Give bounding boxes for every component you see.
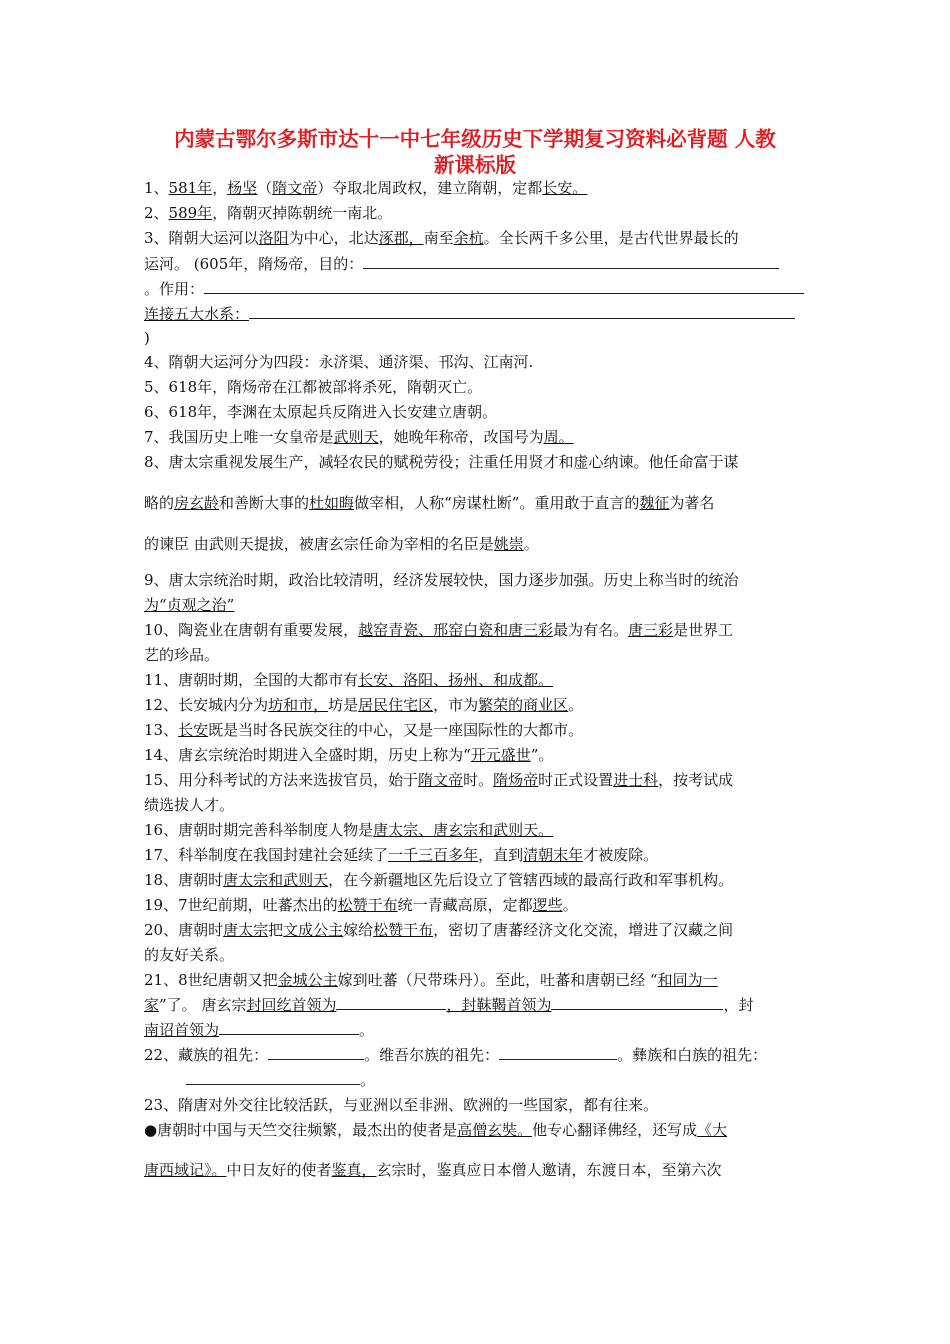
item-9-line2: 为“贞观之治” bbox=[144, 596, 235, 614]
item-10-line2: 艺的珍品。 bbox=[144, 646, 220, 664]
item-7: 7、我国历史上唯一女皇帝是武则天，她晚年称帝，改国号为周。 bbox=[144, 428, 574, 446]
item-22-line2: 。 bbox=[186, 1070, 856, 1090]
item-3-effect: 。作用： bbox=[144, 279, 814, 299]
item-20: 20、唐朝时唐太宗把文成公主嫁给松赞干布，密切了唐蕃经济文化交流，增进了汉藏之间 bbox=[144, 921, 734, 939]
item-4: 4、隋朝大运河分为四段：永济渠、通济渠、邗沟、江南河. bbox=[144, 353, 534, 371]
purpose-blank bbox=[363, 254, 779, 269]
item-3: 3、隋朝大运河以洛阳为中心，北达涿郡，南至余杭。全长两千多公里，是古代世界最长的 bbox=[144, 229, 739, 247]
item-21-line2: 家”了。 唐玄宗封回纥首领为 ，封靺鞨首领为 ，封 bbox=[144, 996, 754, 1014]
effect-blank bbox=[204, 279, 804, 294]
item-11: 11、唐朝时期，全国的大都市有长安、洛阳、扬州、和成都。 bbox=[144, 671, 554, 689]
item-12: 12、长安城内分为坊和市，坊是居民住宅区，市为繁荣的商业区。 bbox=[144, 696, 584, 714]
bullet-tianzhu: ●唐朝时中国与天竺交往频繁，最杰出的使者是高僧玄奘。他专心翻译佛经，还写成《大 bbox=[144, 1121, 728, 1139]
tibetan-blank bbox=[268, 1045, 364, 1060]
huihe-blank bbox=[336, 995, 446, 1010]
nanzhao-blank bbox=[219, 1020, 359, 1035]
item-10: 10、陶瓷业在唐朝有重要发展，越窑青瓷、邢窑白瓷和唐三彩最为有名。唐三彩是世界工 bbox=[144, 621, 734, 639]
item-5: 5、618年，隋炀帝在江都被部将杀死，隋朝灭亡。 bbox=[144, 378, 483, 396]
item-18: 18、唐朝时唐太宗和武则天，在今新疆地区先后设立了管辖西域的最高行政和军事机构。 bbox=[144, 871, 734, 889]
bullet-tianzhu-line2: 唐西域记》。中日友好的使者鉴真，玄宗时，鉴真应日本僧人邀请，东渡日本，至第六次 bbox=[144, 1161, 722, 1179]
document-title-line1: 内蒙古鄂尔多斯市达十一中七年级历史下学期复习资料必背题 人教 bbox=[174, 127, 776, 151]
item-8: 8、唐太宗重视发展生产，减轻农民的赋税劳役；注重任用贤才和虚心纳谏。他任命富于谋 bbox=[144, 453, 739, 471]
item-14: 14、唐玄宗统治时期进入全盛时期，历史上称为“开元盛世”。 bbox=[144, 746, 554, 764]
item-9: 9、唐太宗统治时期，政治比较清明，经济发展较快，国力逐步加强。历史上称当时的统治 bbox=[144, 571, 739, 589]
uyghur-blank bbox=[499, 1045, 617, 1060]
item-15: 15、用分科考试的方法来选拔官员，始于隋文帝时。隋炀帝时正式设置进士科，按考试成 bbox=[144, 771, 734, 789]
item-8-line2: 略的房玄龄和善断大事的杜如晦做宰相，人称“房谋杜断”。重用敢于直言的魏征为著名 bbox=[144, 494, 715, 512]
yi-bai-blank bbox=[186, 1070, 360, 1085]
item-3-purpose: 运河。 (605年，隋炀帝，目的： bbox=[144, 254, 814, 274]
item-16: 16、唐朝时期完善科举制度人物是唐太宗、唐玄宗和武则天。 bbox=[144, 821, 554, 839]
item-3-water-systems: 连接五大水系： bbox=[144, 304, 814, 324]
item-6: 6、618年，李渊在太原起兵反隋进入长安建立唐朝。 bbox=[144, 403, 498, 421]
item-8-line3: 的谏臣 由武则天提拔，被唐玄宗任命为宰相的名臣是姚崇。 bbox=[144, 535, 539, 553]
item-20-line2: 的友好关系。 bbox=[144, 946, 235, 964]
item-1: 1、581年，杨坚（隋文帝）夺取北周政权，建立隋朝，定都长安。 bbox=[144, 179, 588, 197]
item-13: 13、长安既是当时各民族交往的中心，又是一座国际性的大都市。 bbox=[144, 721, 584, 739]
item-3-close: ) bbox=[144, 329, 150, 347]
item-2: 2、589年，隋朝灭掉陈朝统一南北。 bbox=[144, 204, 393, 222]
mohe-blank bbox=[551, 995, 723, 1010]
item-22: 22、藏族的祖先： 。维吾尔族的祖先： 。彝族和白族的祖先： bbox=[144, 1046, 768, 1064]
item-19: 19、7世纪前期，吐蕃杰出的松赞干布统一青藏高原，定都逻些。 bbox=[144, 896, 578, 914]
item-23: 23、隋唐对外交往比较活跃，与亚洲以至非洲、欧洲的一些国家，都有往来。 bbox=[144, 1096, 659, 1114]
document-title-line2: 新课标版 bbox=[434, 153, 516, 177]
item-21-line3: 南诏首领为 。 bbox=[144, 1021, 375, 1039]
item-21: 21、8世纪唐朝又把金城公主嫁到吐蕃（尺带珠丹）。至此，吐蕃和唐朝已经 “和同为一 bbox=[144, 971, 718, 989]
item-15-line2: 绩选拔人才。 bbox=[144, 796, 235, 814]
water-systems-blank bbox=[249, 304, 795, 319]
item-17: 17、科举制度在我国封建社会延续了一千三百多年，直到清朝末年才被废除。 bbox=[144, 846, 659, 864]
